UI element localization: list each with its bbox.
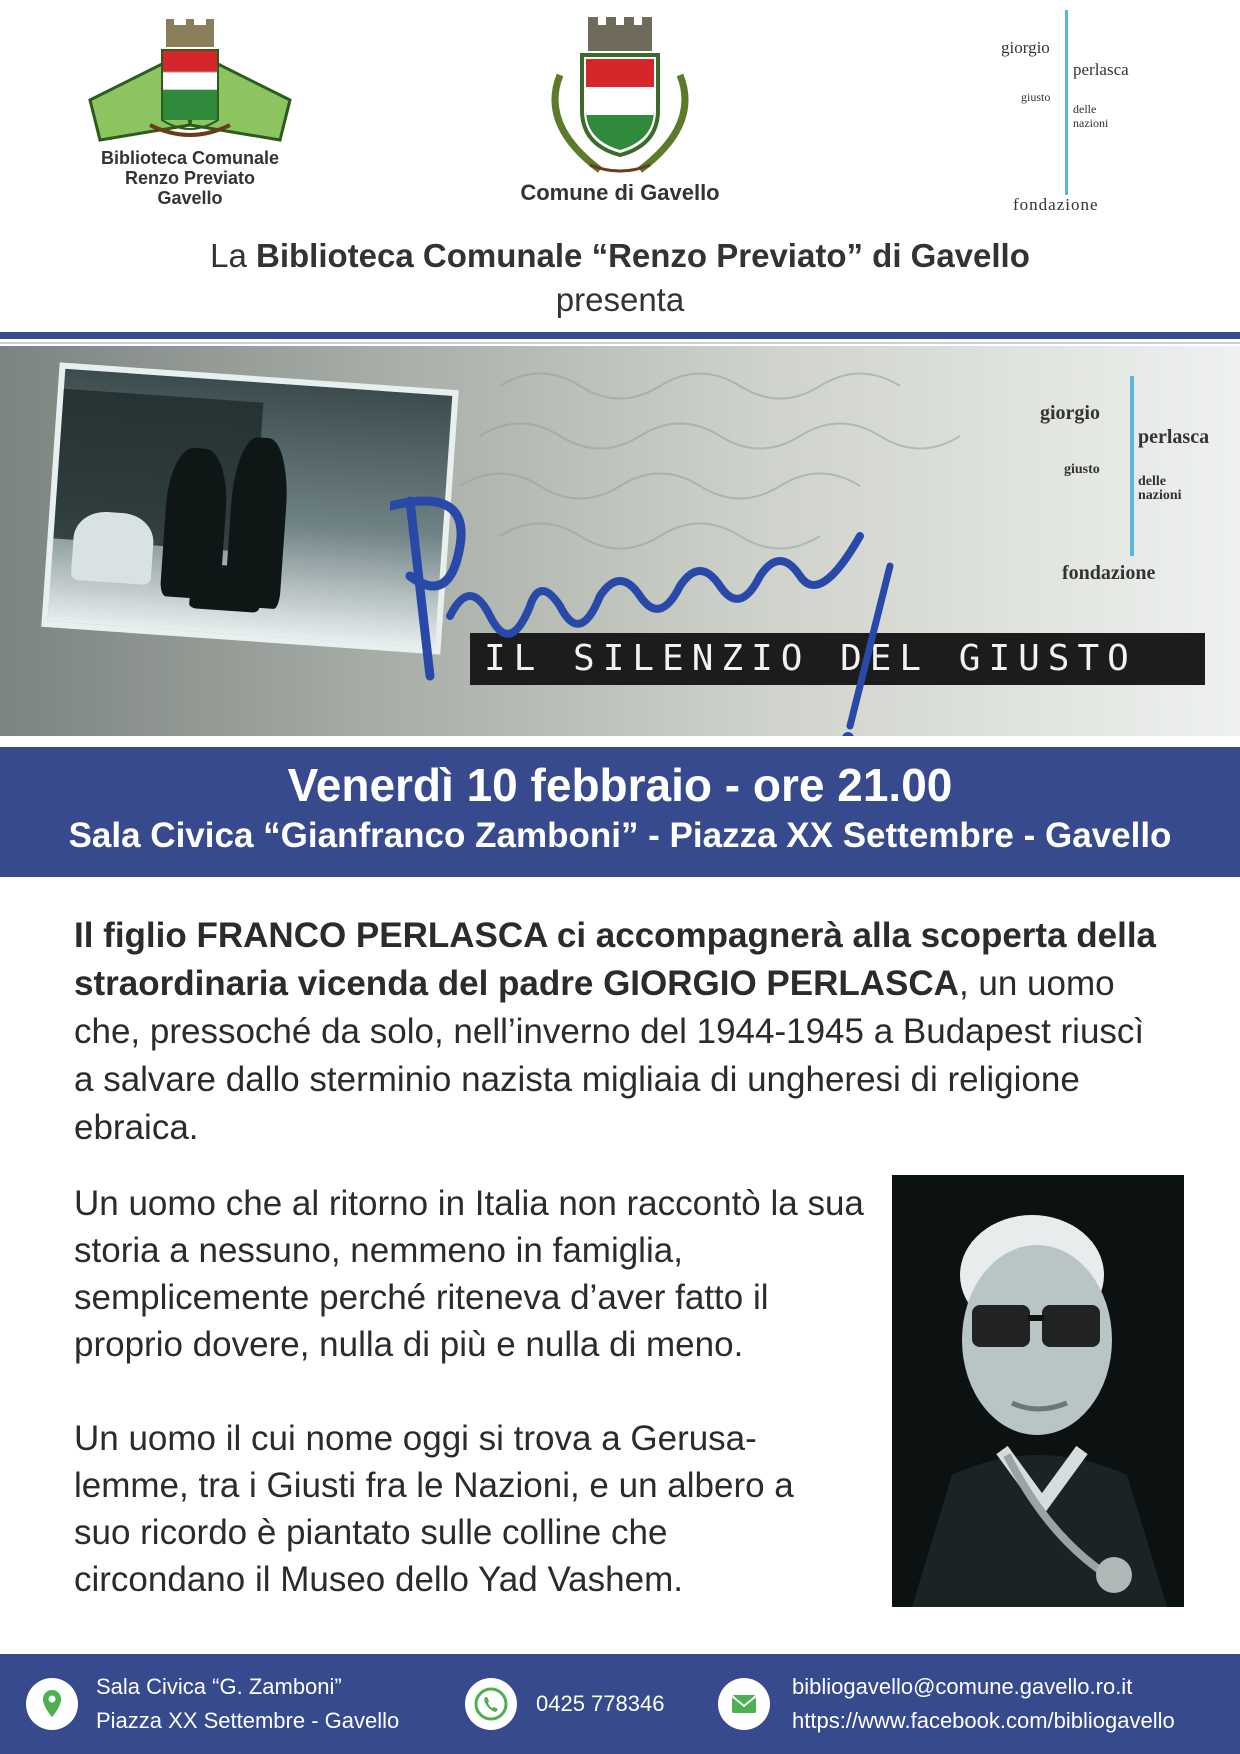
story-paragraph-2 [74, 1415, 874, 1603]
footer-address [96, 1670, 399, 1738]
presenter-la: La [210, 237, 247, 274]
banner [0, 346, 1240, 736]
paragraph-line: Un uomo il cui nome oggi si trova a Gerusa- [74, 1419, 757, 1458]
footer-phone-link[interactable]: 0425 778346 [536, 1691, 665, 1716]
footer-address-line-1: Sala Civica “G. Zamboni” [96, 1674, 342, 1699]
portrait-photo [892, 1175, 1184, 1607]
header-divider [0, 332, 1240, 339]
fondazione-perlasca: perlasca [1073, 60, 1129, 79]
biblioteca-caption-line: Renzo Previato [124, 168, 256, 188]
footer-links [792, 1670, 1175, 1738]
intro-paragraph [74, 912, 1164, 1152]
event-info-band [0, 747, 1240, 877]
fondazione-giusto: giusto [1021, 90, 1051, 104]
banner-fondazione-logo [1010, 346, 1240, 626]
fondazione-nazioni: nazioni [1073, 116, 1109, 130]
footer-facebook-link[interactable]: https://www.facebook.com/bibliogavello [792, 1708, 1175, 1733]
presenter-di: di Gavello [872, 237, 1030, 274]
banner-subtitle: IL SILENZIO DEL GIUSTO [484, 638, 1137, 679]
footer-email-link[interactable]: bibliogavello@comune.gavello.ro.it [792, 1674, 1133, 1699]
paragraph-line: lemme, tra i Giusti fra le Nazioni, e un albero a [74, 1466, 794, 1505]
biblioteca-caption-line: Gavello [157, 188, 223, 208]
fondazione-label: fondazione [1013, 195, 1099, 214]
presenter-org: Biblioteca Comunale “Renzo Previato” [256, 237, 863, 274]
fondazione-delle: delle [1138, 474, 1166, 489]
email-icon [718, 1678, 770, 1730]
map-pin-icon [26, 1678, 78, 1730]
fondazione-logo [995, 10, 1175, 215]
fondazione-nazioni: nazioni [1138, 488, 1182, 503]
header-divider-thin [0, 342, 1240, 344]
presents-header [0, 234, 1240, 322]
event-date: Venerdì 10 febbraio - ore 21.00 [287, 759, 953, 811]
comune-logo-caption: Comune di Gavello [520, 180, 720, 205]
presenter-line [0, 234, 1240, 278]
event-place: Sala Civica “Gianfranco Zamboni” - Piazza XX Settembre - Gavello [68, 816, 1172, 855]
presenta-line: presenta [555, 281, 685, 318]
fondazione-divider [1130, 376, 1134, 556]
story-paragraph-1: Un uomo che al ritorno in Italia non raccontò la sua storia a nessuno, nemmeno in famiglia, semplicemente perché riteneva d’aver fatto il proprio dovere, nulla di più e nulla di meno. [74, 1184, 864, 1364]
biblioteca-caption-line: Biblioteca Comunale [100, 148, 280, 168]
fondazione-divider [1065, 10, 1068, 195]
open-book-crest-icon [80, 15, 300, 150]
biblioteca-logo-caption [80, 148, 300, 208]
fondazione-delle: delle [1073, 102, 1097, 116]
fondazione-giorgio: giorgio [1040, 402, 1100, 424]
perlasca-signature [390, 446, 1010, 736]
coat-of-arms-icon [490, 15, 750, 180]
intro-bold: Il figlio FRANCO PERLASCA ci accompagnerà alla scoperta della straordinaria vicenda del padre GIORGIO PERLASCA [74, 916, 1157, 1003]
giorgio-perlasca-portrait [892, 1175, 1184, 1607]
footer-address-line-2: Piazza XX Settembre - Gavello [96, 1708, 400, 1733]
phone-icon [465, 1678, 517, 1730]
fondazione-giorgio: giorgio [1001, 38, 1050, 57]
comune-logo [490, 15, 750, 210]
paragraph-line: circondano il Museo dello Yad Vashem. [74, 1560, 683, 1599]
intro-text: , un uomo che, pressoché da solo, nell’inverno del 1944-1945 a Budapest riuscì a salvare dallo sterminio nazista migliaia di ungheresi di religione ebraica. [74, 964, 1145, 1147]
contact-footer [0, 1654, 1240, 1754]
paragraph-line: suo ricordo è piantato sulle colline che [74, 1513, 668, 1552]
fondazione-label: fondazione [1062, 562, 1156, 584]
fondazione-giusto: giusto [1064, 462, 1100, 477]
biblioteca-logo [80, 15, 300, 215]
fondazione-perlasca: perlasca [1138, 426, 1210, 448]
